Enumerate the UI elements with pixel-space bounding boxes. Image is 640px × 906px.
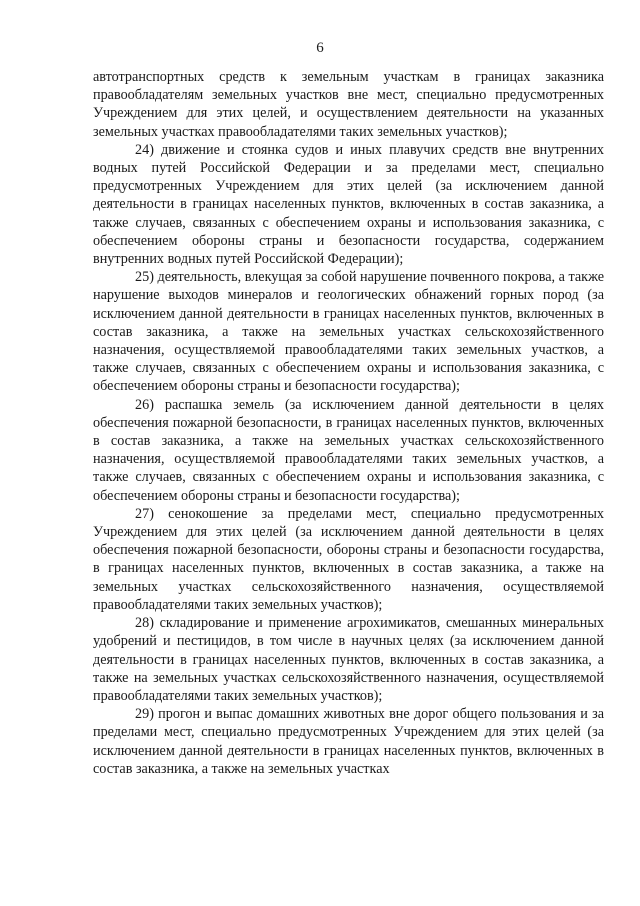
paragraph-item-27: 27) сенокошение за пределами мест, специально предусмотренных Учреждением для этих целей (за исключением данной деятельности в целях обеспечения пожарной безопасности, обороны страны и безопасности государства, в границах населенных пунктов, включенных в состав заказника, а также на земельных участках сельскохозяйственного назначения, осуществляемой правообладателями таких земельных участков); bbox=[93, 505, 604, 613]
page-number: 6 bbox=[316, 40, 324, 56]
paragraph-item-28: 28) складирование и применение агрохимикатов, смешанных минеральных удобрений и пестицидов, в том числе в научных целях (за исключением данной деятельности в границах населенных пунктов, включенных в состав заказника, а также на земельных участках сельскохозяйственного назначения, осуществляемой правообладателями таких земельных участков); bbox=[93, 615, 604, 704]
paragraph-item-24: 24) движение и стоянка судов и иных плавучих средств вне внутренних водных путей Российской Федерации и за пределами мест, специально предусмотренных Учреждением для этих целей (за исключением данной деятельности в границах населенных пунктов, включенных в состав заказника, а также случаев, связанных с обеспечением охраны и использования заказника, с обеспечением обороны страны и безопасности государства, содержанием внутренних водных путей Российской Федерации); bbox=[93, 141, 604, 268]
paragraph-continuation: автотранспортных средств к земельным участкам в границах заказника правообладателям земельных участков вне мест, специально предусмотренных Учреждением для этих целей, и осуществлением деятельности на указанных земельных участках правообладателями таких земельных участков); bbox=[93, 69, 604, 140]
paragraph-item-25: 25) деятельность, влекущая за собой нарушение почвенного покрова, а также нарушение выходов минералов и геологических обнажений горных пород (за исключением данной деятельности в границах населенных пунктов, включенных в состав заказника, а также на земельных участках сельскохозяйственного назначения, осуществляемой правообладателями таких земельных участков, а также случаев, связанных с обеспечением охраны и использования заказника, с обеспечением обороны страны и безопасности государства); bbox=[93, 269, 604, 395]
paragraph-item-29: 29) прогон и выпас домашних животных вне дорог общего пользования и за пределами мест, специально предусмотренных Учреждением для этих целей (за исключением данной деятельности в границах населенных пунктов, включенных в состав заказника, а также на земельных участках bbox=[93, 706, 604, 777]
document-body bbox=[93, 68, 604, 778]
paragraph-item-26: 26) распашка земель (за исключением данной деятельности в целях обеспечения пожарной безопасности, в границах населенных пунктов, включенных в состав заказника, а также на земельных участках сельскохозяйственного назначения, осуществляемой правообладателями таких земельных участков, а также случаев, связанных с обеспечением охраны и использования заказника, с обеспечением обороны страны и безопасности государства); bbox=[93, 396, 604, 504]
